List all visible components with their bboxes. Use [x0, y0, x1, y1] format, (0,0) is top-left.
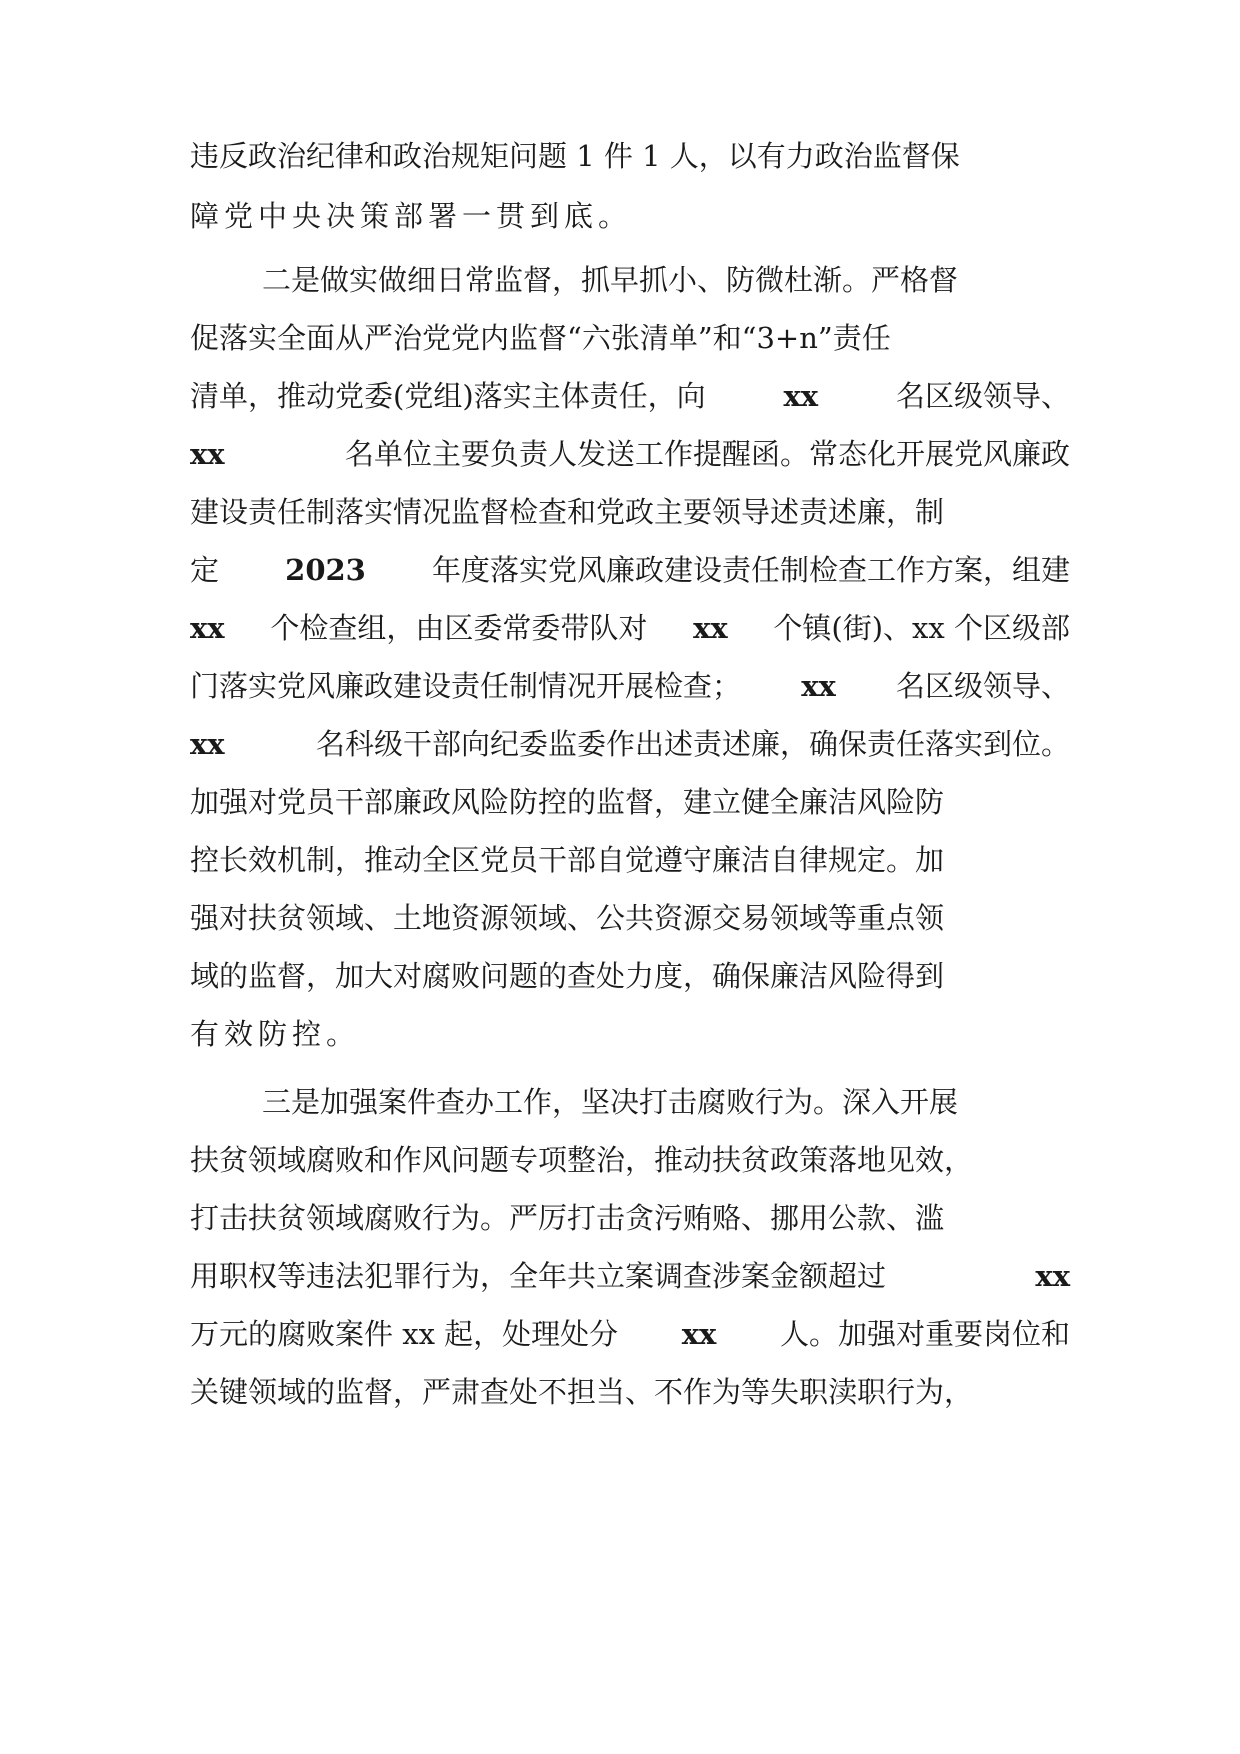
text-segment: 年度落实党风廉政建设责任制检查工作方案，组建 [431, 553, 1070, 587]
text-segment: 有效防控。 [190, 1017, 361, 1051]
bold-count: xx [190, 727, 225, 761]
paragraph-2-line-6 [190, 550, 1070, 590]
paragraph-2-line-7 [190, 608, 1070, 648]
paragraph-2-line-12 [190, 898, 1070, 938]
text-segment: 个检查组，由区委常委带队对 [270, 611, 648, 645]
text-segment: 打击扶贫领域腐败行为。严厉打击贪污贿赂、挪用公款、滥 [190, 1201, 945, 1235]
paragraph-2-line-8 [190, 666, 1070, 706]
paragraph-2-line-13 [190, 956, 1070, 996]
text-segment: 清单，推动党委(党组)落实主体责任，向 [190, 379, 706, 413]
bold-count: xx [783, 379, 819, 413]
text-segment: 名区级领导、 [895, 379, 1070, 413]
text-segment: 万元的腐败案件 xx 起，处理处分 [190, 1317, 619, 1351]
paragraph-2-line-2 [190, 318, 1070, 358]
text-segment: 建设责任制落实情况监督检查和党政主要领导述责述廉，制 [190, 495, 945, 529]
text-segment: 名区级领导、 [895, 669, 1070, 703]
paragraph-1-line-2 [190, 196, 1070, 236]
paragraph-1-line-1 [190, 136, 1070, 176]
paragraph-3-line-6 [190, 1372, 1070, 1412]
text-segment: 违反政治纪律和政治规矩问题 1 件 1 人，以有力政治监督保 [190, 139, 960, 173]
bold-count: xx [801, 669, 836, 703]
text-segment: 二是做实做细日常监督，抓早抓小、防微杜渐。严格督 [262, 263, 959, 297]
text-segment: 三是加强案件查办工作，坚决打击腐败行为。深入开展 [262, 1085, 959, 1119]
text-segment: 域的监督，加大对腐败问题的查处力度，确保廉洁风险得到 [190, 959, 945, 993]
text-segment: 名单位主要负责人发送工作提醒函。常态化开展党风廉政 [344, 437, 1070, 471]
paragraph-2-line-5 [190, 492, 1070, 532]
text-segment: 促落实全面从严治党党内监督“六张清单”和“3+n”责任 [190, 321, 891, 355]
text-segment: 定 [190, 553, 220, 587]
text-segment: 加强对党员干部廉政风险防控的监督，建立健全廉洁风险防 [190, 785, 945, 819]
paragraph-2-line-3 [190, 376, 1070, 416]
text-segment: 控长效机制，推动全区党员干部自觉遵守廉洁自律规定。加 [190, 843, 945, 877]
text-segment: 人。加强对重要岗位和 [779, 1317, 1070, 1351]
paragraph-2-line-9 [190, 724, 1070, 764]
text-segment: 名科级干部向纪委监委作出述责述廉，确保责任落实到位。 [315, 727, 1070, 761]
bold-count: xx [681, 1317, 717, 1351]
bold-count: xx [190, 611, 225, 645]
paragraph-2-line-10 [190, 782, 1070, 822]
text-segment: 用职权等违法犯罪行为，全年共立案调查涉案金额超过 [190, 1259, 887, 1293]
paragraph-3-line-2 [190, 1140, 1070, 1180]
paragraph-3-line-5 [190, 1314, 1070, 1354]
text-segment: 强对扶贫领域、土地资源领域、公共资源交易领域等重点领 [190, 901, 945, 935]
text-segment: 关键领域的监督，严肃查处不担当、不作为等失职渎职行为， [190, 1375, 974, 1409]
paragraph-2-line-4 [190, 434, 1070, 474]
text-segment: 门落实党风廉政建设责任制情况开展检查； [190, 669, 742, 703]
bold-year: 2023 [285, 553, 366, 587]
paragraph-2-line-1 [262, 260, 1070, 300]
bold-count: xx [693, 611, 728, 645]
paragraph-2-line-11 [190, 840, 1070, 880]
text-segment: 个镇(街)、xx 个区级部 [773, 611, 1070, 645]
paragraph-3-line-4 [190, 1256, 1070, 1296]
bold-count: xx [1035, 1259, 1070, 1293]
text-segment: 障党中央决策部署一贯到底。 [190, 199, 633, 233]
paragraph-3-line-3 [190, 1198, 1070, 1238]
bold-count: xx [190, 437, 225, 471]
paragraph-2-line-14 [190, 1014, 1070, 1054]
paragraph-3-line-1 [262, 1082, 1070, 1122]
text-segment: 扶贫领域腐败和作风问题专项整治，推动扶贫政策落地见效， [190, 1143, 974, 1177]
